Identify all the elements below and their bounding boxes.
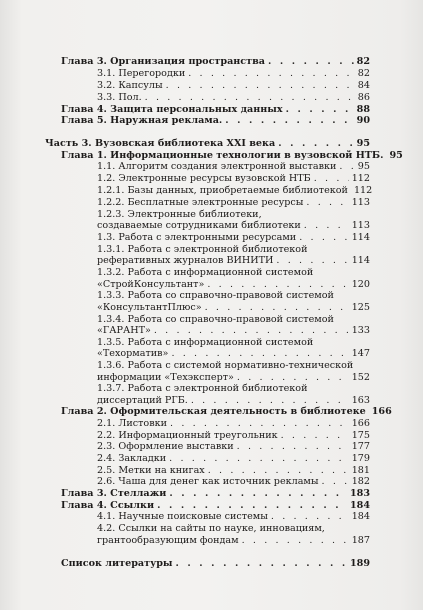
toc-entry-title-line1: 1.2.3. Электронные библиотеки,	[97, 209, 262, 220]
toc-entry-page: 184	[349, 500, 370, 511]
toc-leader-dots	[188, 68, 355, 79]
toc-entry-title-line1: 1.3.7. Работа с электронной библиотекой	[97, 383, 308, 394]
toc-entry-page: 163	[351, 395, 370, 406]
toc-entry	[97, 197, 370, 208]
toc-leader-dots	[225, 115, 353, 126]
toc-leader-dots	[145, 92, 355, 103]
toc-leader-dots	[237, 372, 349, 383]
toc-entry-page: 114	[351, 255, 370, 266]
toc-entry-title: грантообразующим фондам	[97, 535, 239, 546]
toc-entry-title-line1: 1.3.3. Работа со справочно-правовой системой	[97, 290, 334, 301]
toc-leader-dots	[176, 558, 347, 569]
toc-entry	[97, 302, 370, 313]
toc-entry-page: 125	[351, 302, 370, 313]
toc-entry-title: Глава 2. Оформительская деятельность в библиотеке	[61, 406, 366, 417]
toc-leader-dots	[339, 161, 354, 172]
toc-entry-title: 2.1. Листовки	[97, 418, 168, 429]
toc-entry-title: «ГАРАНТ»	[97, 325, 151, 336]
toc-entry	[97, 279, 370, 290]
toc-entry	[97, 185, 373, 196]
toc-entry-title: 3.1. Перегородки	[97, 68, 186, 79]
toc-entry-page: 84	[357, 80, 370, 91]
toc-entry	[97, 441, 370, 452]
toc-entry-page: 133	[351, 325, 370, 336]
toc-entry	[97, 161, 370, 172]
toc-entry-title: 1.3. Работа с электронными ресурсами	[97, 232, 297, 243]
toc-leader-dots	[170, 418, 349, 429]
toc-entry	[97, 372, 370, 383]
toc-entry-title: 2.3. Оформление выставки	[97, 441, 234, 452]
toc-entry-title: Глава 3. Стеллажи	[61, 488, 167, 499]
toc-entry-page: 112	[353, 185, 373, 196]
toc-entry-title: 1.2.2. Бесплатные электронные ресурсы	[97, 197, 304, 208]
toc-entry-title: 1.2.1. Базы данных, приобретаемые библиотекой	[97, 185, 348, 196]
toc-entry-title: 2.4. Закладки	[97, 453, 167, 464]
toc-entry-page: 88	[356, 104, 370, 115]
toc-leader-dots	[157, 500, 347, 511]
toc-entry	[97, 430, 370, 441]
toc-entry-page: 152	[351, 372, 370, 383]
toc-entry-title: реферативных журналов ВИНИТИ	[97, 255, 274, 266]
toc-leader-dots	[171, 348, 348, 359]
toc-entry	[61, 104, 370, 115]
toc-entry-page: 113	[351, 197, 370, 208]
toc-entry	[61, 558, 370, 569]
toc-entry	[97, 511, 370, 522]
toc-leader-dots	[271, 511, 349, 522]
toc-leader-dots	[304, 220, 349, 231]
toc-entry-title: Глава 3. Организация пространства	[61, 56, 265, 67]
toc-entry-page: 82	[357, 68, 370, 79]
toc-entry	[97, 173, 370, 184]
toc-leader-dots	[286, 104, 354, 115]
toc-entry-title: 2.5. Метки на книгах	[97, 465, 205, 476]
toc-entry-page: 179	[351, 453, 370, 464]
toc-entry	[97, 535, 370, 546]
toc-entry	[61, 406, 392, 417]
toc-entry	[61, 150, 403, 161]
toc-leader-dots	[278, 138, 353, 149]
toc-entry-title: Список литературы	[61, 558, 173, 569]
toc-entry	[97, 476, 370, 487]
toc-entry	[97, 465, 370, 476]
toc-entry-title-line1: 1.3.1. Работа с электронной библиотекой	[97, 244, 308, 255]
toc-entry-title-line1: 4.2. Ссылки на сайты по науке, инновациям,	[97, 523, 325, 534]
toc-entry-title: 1.2. Электронные ресурсы вузовской НТБ	[97, 173, 311, 184]
toc-entry-title: 1.1. Алгоритм создания электронной выставки	[97, 161, 337, 172]
toc-entry-title: «Техорматив»	[97, 348, 169, 359]
toc-entry-page: 112	[351, 173, 370, 184]
toc-entry-page: 95	[357, 161, 370, 172]
toc-entry-page: 184	[351, 511, 370, 522]
toc-entry-page: 114	[351, 232, 370, 243]
toc-leader-dots	[208, 465, 349, 476]
toc-entry	[97, 453, 370, 464]
toc-leader-dots	[191, 395, 349, 406]
toc-leader-dots	[299, 232, 348, 243]
toc-entry-title-line1: 1.3.4. Работа со справочно-правовой системой	[97, 314, 334, 325]
toc-entry-title: 3.2. Капсулы	[97, 80, 163, 91]
toc-entry-title: 2.2. Информационный треугольник	[97, 430, 278, 441]
toc-entry-page: 181	[351, 465, 370, 476]
toc-entry-page: 187	[351, 535, 370, 546]
toc-entry	[97, 92, 370, 103]
toc-entry-page: 177	[351, 441, 370, 452]
toc-entry	[97, 325, 370, 336]
toc-leader-dots	[205, 302, 349, 313]
toc-entry	[97, 418, 370, 429]
toc-entry-title: 3.3. Пол.	[97, 92, 142, 103]
toc-leader-dots	[242, 535, 349, 546]
toc-entry-title: диссертаций РГБ.	[97, 395, 188, 406]
toc-entry	[97, 255, 370, 266]
toc-entry	[97, 395, 370, 406]
toc-leader-dots	[207, 279, 348, 290]
toc-leader-dots	[166, 80, 355, 91]
toc-entry-title: 4.1. Научные поисковые системы	[97, 511, 268, 522]
toc-entry-title: «КонсультантПлюс»	[97, 302, 202, 313]
toc-entry-title: «СтройКонсультант»	[97, 279, 205, 290]
toc-entry-page: 113	[351, 220, 370, 231]
toc-leader-dots	[169, 488, 347, 499]
toc-entry-page: 182	[351, 476, 370, 487]
toc-entry-page: 189	[349, 558, 370, 569]
toc-leader-dots	[322, 476, 349, 487]
toc-entry	[61, 115, 370, 126]
toc-leader-dots	[268, 56, 354, 67]
toc-entry-page: 82	[356, 56, 370, 67]
toc-entry	[97, 80, 370, 91]
toc-entry-title: Глава 4. Защита персональных данных	[61, 104, 283, 115]
toc-entry	[97, 232, 370, 243]
toc-entry-title-line1: 1.3.6. Работа с системой нормативно-технической	[97, 360, 354, 371]
toc-entry-page: 90	[356, 115, 370, 126]
toc-entry-page: 95	[356, 138, 370, 149]
toc-entry	[61, 500, 370, 511]
toc-leader-dots	[154, 325, 349, 336]
toc-entry	[97, 68, 370, 79]
toc-entry-page: 166	[351, 418, 370, 429]
toc-entry	[97, 220, 370, 231]
toc-entry-title: 2.6. Чаша для денег как источник рекламы	[97, 476, 319, 487]
toc-entry-title: Часть 3. Вузовская библиотека XXI века	[45, 138, 276, 149]
toc-entry-title-line1: 1.3.5. Работа с информационной системой	[97, 337, 314, 348]
toc-entry-title: Глава 4. Ссылки	[61, 500, 155, 511]
toc-entry-page: 120	[351, 279, 370, 290]
toc-entry	[61, 56, 370, 67]
toc-entry-title: Глава 1. Информационные технологии в вузовской НТБ.	[61, 150, 384, 161]
toc-entry-page: 147	[351, 348, 370, 359]
toc-leader-dots	[281, 430, 349, 441]
toc-entry-page: 95	[389, 150, 403, 161]
toc-entry-page: 86	[357, 92, 370, 103]
toc-entry-page: 183	[349, 488, 370, 499]
toc-leader-dots	[314, 173, 349, 184]
toc-entry-title-line1: 1.3.2. Работа с информационной системой	[97, 267, 314, 278]
toc-part-entry	[45, 138, 370, 149]
toc-entry-title: Глава 5. Наружная реклама.	[61, 115, 223, 126]
toc-entry-title: создаваемые сотрудниками библиотеки	[97, 220, 301, 231]
toc-entry	[97, 348, 370, 359]
toc-leader-dots	[237, 441, 349, 452]
toc-entry-page: 175	[351, 430, 370, 441]
toc-entry-page: 166	[371, 406, 392, 417]
toc-leader-dots	[276, 255, 348, 266]
toc-entry-title: информации «Техэксперт»	[97, 372, 234, 383]
toc-entry	[61, 488, 370, 499]
toc-leader-dots	[169, 453, 349, 464]
toc-leader-dots	[306, 197, 348, 208]
